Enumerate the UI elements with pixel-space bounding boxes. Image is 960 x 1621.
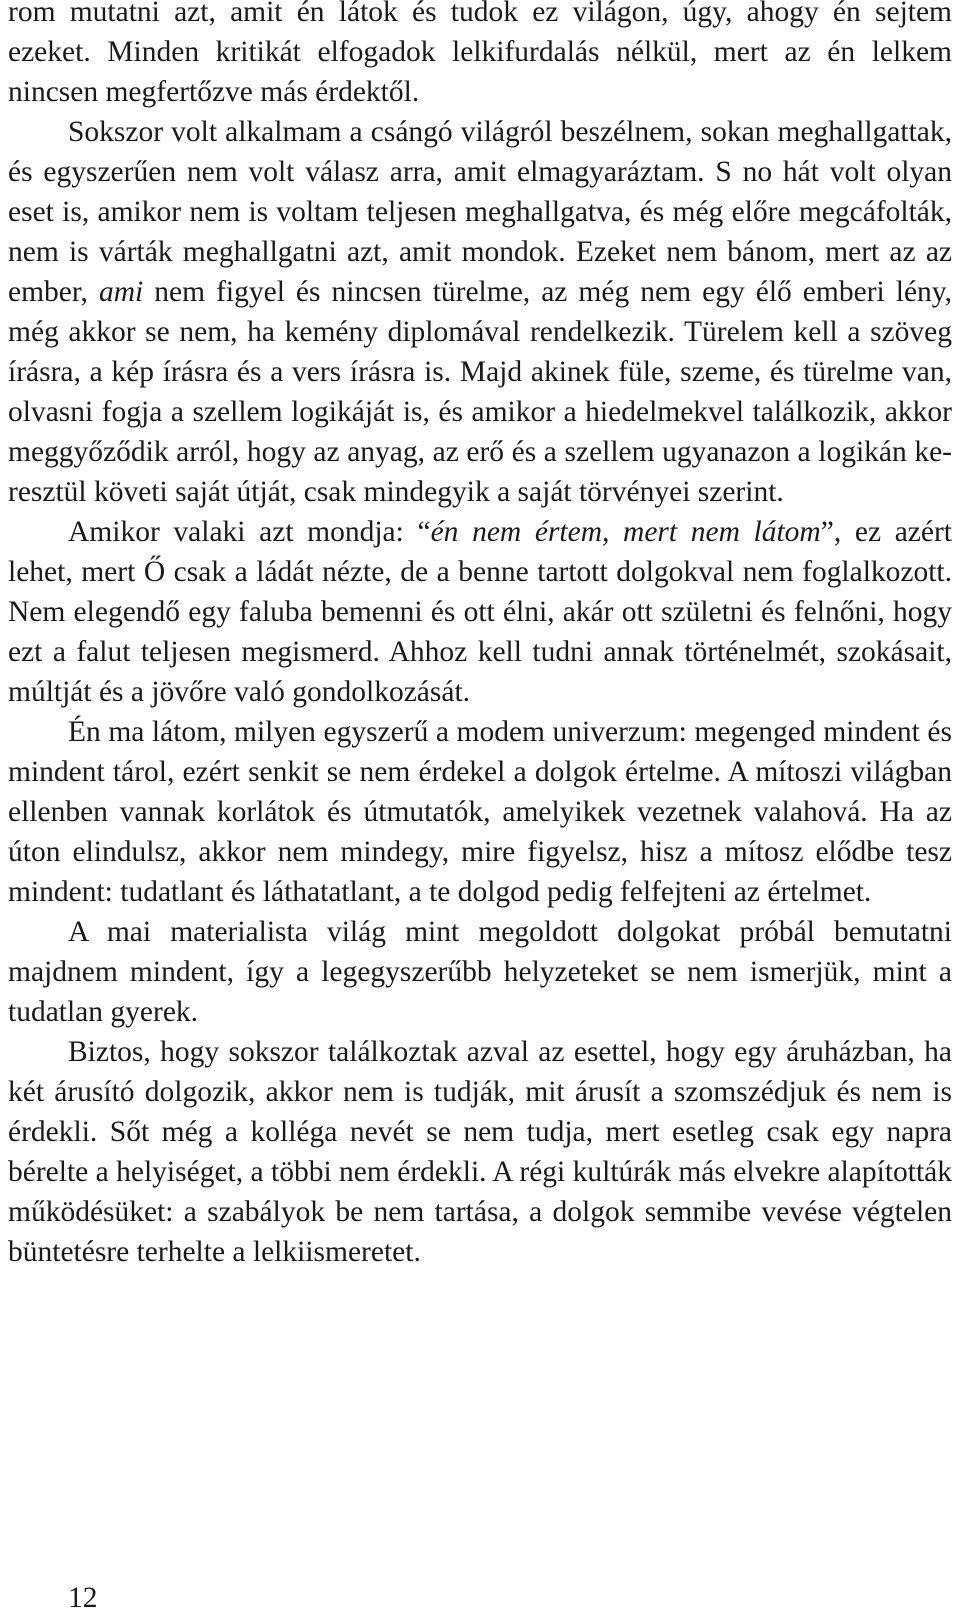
document-page xyxy=(8,0,952,1272)
paragraph-3 xyxy=(8,512,952,712)
italic-text-segment: ami xyxy=(98,276,144,308)
text-segment: Én ma látom, milyen egyszerű a modem univerzum: megenged mindent és mindent tárol, ezért senkit se nem érdekel a dolgok értelme. A mítoszi világban ellenben vannak korlátok és útmutatók, amelyikek vezetnek valahová. Ha az úton elindulsz, akkor nem mindegy, mire figyelsz, hisz a mítosz elődbe tesz mindent: tudatlant és láthatatlant, a te dolgod pedig felfejteni az értelmet. xyxy=(8,716,952,908)
paragraph-2 xyxy=(8,112,952,512)
page-number: 12 xyxy=(68,1582,98,1614)
paragraph-4 xyxy=(8,712,952,912)
text-segment: Amikor valaki azt mondja: “ xyxy=(68,516,431,548)
text-segment: ”, ez azért lehet, mert Ő csak a ládát nézte, de a benne tartott dolgokval nem foglalkozott. Nem elegendő egy faluba bemenni és ott élni, akár ott születni és felnőni, hogy ezt a falut teljesen megismerd. Ahhoz kell tudni annak történelmét, szokásait, múltját és a jövőre való gondolkozását. xyxy=(8,516,952,708)
paragraph-6 xyxy=(8,1032,952,1272)
text-segment: nem figyel és nincsen türelme, az még nem egy élő emberi lény, még akkor se nem, ha kemény diplomával rendelkezik. Türelem kell a szöveg írásra, a kép írásra és a vers írásra is. Majd akinek füle, szeme, és türelme van, olvasni fogja a szellem logikáját is, és amikor a hiedelmekvel találkozik, akkor meggyőződik arról, hogy az anyag, az erő és a szellem ugyanazon a logikán keresztül követi saját útját, csak mindegyik a saját törvényei szerint. xyxy=(8,276,953,508)
paragraph-5 xyxy=(8,912,952,1032)
paragraph-1 xyxy=(8,0,952,112)
text-segment: Biztos, hogy sokszor találkoztak azval az esettel, hogy egy áruházban, ha két árusító dolgozik, akkor nem is tudják, mit árusít a szomszédjuk és nem is érdekli. Sőt még a kolléga nevét se nem tudja, mert esetleg csak egy napra bérelte a helyiséget, a többi nem érdekli. A régi kultúrák más elvekre alapították működésüket: a szabályok be nem tartása, a dolgok semmibe vevése végtelen büntetésre terhelte a lelkiismeretet. xyxy=(8,1036,952,1268)
text-segment: A mai materialista világ mint megoldott dolgokat próbál bemutatni majdnem mindent, így a legegyszerűbb helyzeteket se nem ismerjük, mint a tudatlan gyerek. xyxy=(8,916,952,1028)
text-segment: rom mutatni azt, amit én látok és tudok ez világon, úgy, ahogy én sejtem ezeket. Minden kritikát elfogadok lelkifurdalás nélkül, mert az én lelkem nincsen megfertőzve más érdektől. xyxy=(8,0,952,108)
text-segment: Sokszor volt alkalmam a csángó világról beszélnem, sokan meghallgattak, és egyszerűen nem volt válasz arra, amit elmagyaráztam. S no hát volt olyan eset is, amikor nem is voltam teljesen meghallgatva, és még előre megcáfolták, nem is várták meghallgatni azt, amit mondok. Ezeket nem bánom, mert az az ember, xyxy=(8,116,952,308)
italic-quote-segment: én nem értem, mert nem látom xyxy=(430,516,821,548)
